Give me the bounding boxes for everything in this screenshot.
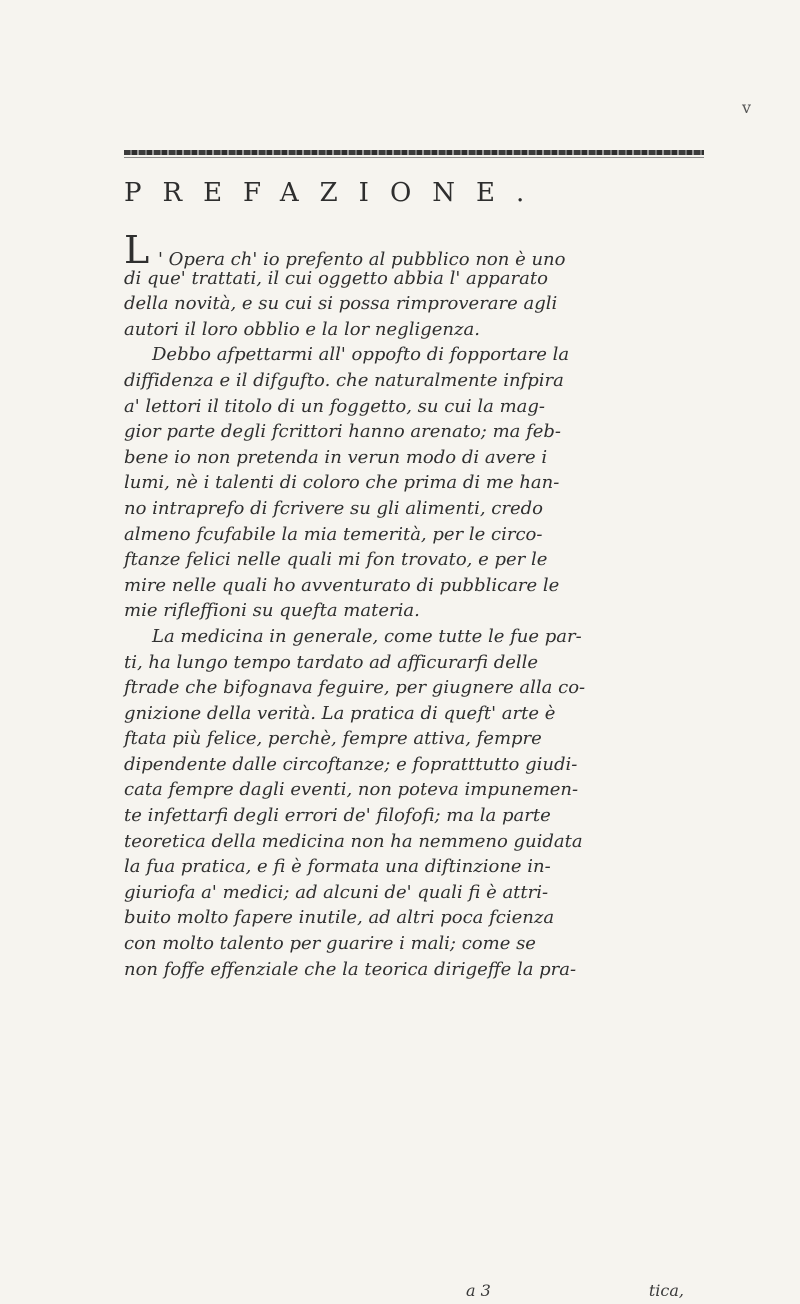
text-line: con molto talento per guarire i mali; come se [124,933,536,955]
body-text [124,228,714,982]
catchword: tica, [648,1281,684,1300]
page-title: PREFAZIONE. [124,178,546,208]
text-line: di que' trattati, il cui oggetto abbia l' apparato [124,267,548,289]
signature-mark: a 3 [466,1281,491,1300]
text-line: ti, ha lungo tempo tardato ad afficurarfi delle [124,651,539,673]
text-line: diffidenza e il difgufto. che naturalmente infpira [124,369,564,391]
text-line: mire nelle quali ho avventurato di pubblicare le [124,574,560,596]
text-line: giuriofa a' medici; ad alcuni de' quali fi è attri- [124,881,549,903]
text-line: no intraprefo di fcrivere su gli alimenti, credo [124,497,543,519]
text-line: teoretica della medicina non ha nemmeno guidata [124,830,583,852]
text-line: autori il loro obblio e la lor negligenza. [124,318,480,340]
text-line: bene io non pretenda in verun modo di avere i [124,446,548,468]
text-line: Debbo afpettarmi all' oppofto di fopportare la [152,344,570,366]
header-ornament [124,150,704,155]
text-line: ftrade che bifognava feguire, per giugnere alla co- [124,677,586,699]
text-line: la fua pratica, e fi è formata una diftinzione in- [124,856,551,878]
text-line: gnizione della verità. La pratica di queft' arte è [124,702,556,724]
text-line: non foffe effenziale che la teorica dirigeffe la pra- [124,958,577,980]
text-line: gior parte degli fcrittori hanno arenato; ma feb- [124,421,562,443]
text-line: dipendente dalle circoftanze; e fopratttutto giudi- [124,753,578,775]
text-line: almeno fcufabile la mia temerità, per le circo- [124,523,543,545]
text-line: ftanze felici nelle quali mi fon trovato, e per le [124,549,548,571]
text-line: della novità, e su cui si possa rimproverare agli [124,293,558,315]
header-rule [124,157,704,158]
page-mark: v [742,98,752,117]
text-line: mie rifleffioni su quefta materia. [124,600,420,622]
text-line: a' lettori il titolo di un foggetto, su cui la mag- [124,395,545,417]
text-line: buito molto fapere inutile, ad altri poca fcienza [124,907,555,929]
text-line: L ' Opera ch' io prefento al pubblico non è uno [124,228,566,272]
drop-cap: L [124,228,150,272]
text-line: ftata più felice, perchè, fempre attiva, fempre [124,728,542,750]
text-line: cata fempre dagli eventi, non poteva impunemen- [124,779,579,801]
text-line: lumi, nè i talenti di coloro che prima di me han- [124,472,560,494]
text-line: te infettarfi degli errori de' filofofi; ma la parte [124,805,551,827]
text-line: La medicina in generale, come tutte le fue par- [152,625,582,647]
